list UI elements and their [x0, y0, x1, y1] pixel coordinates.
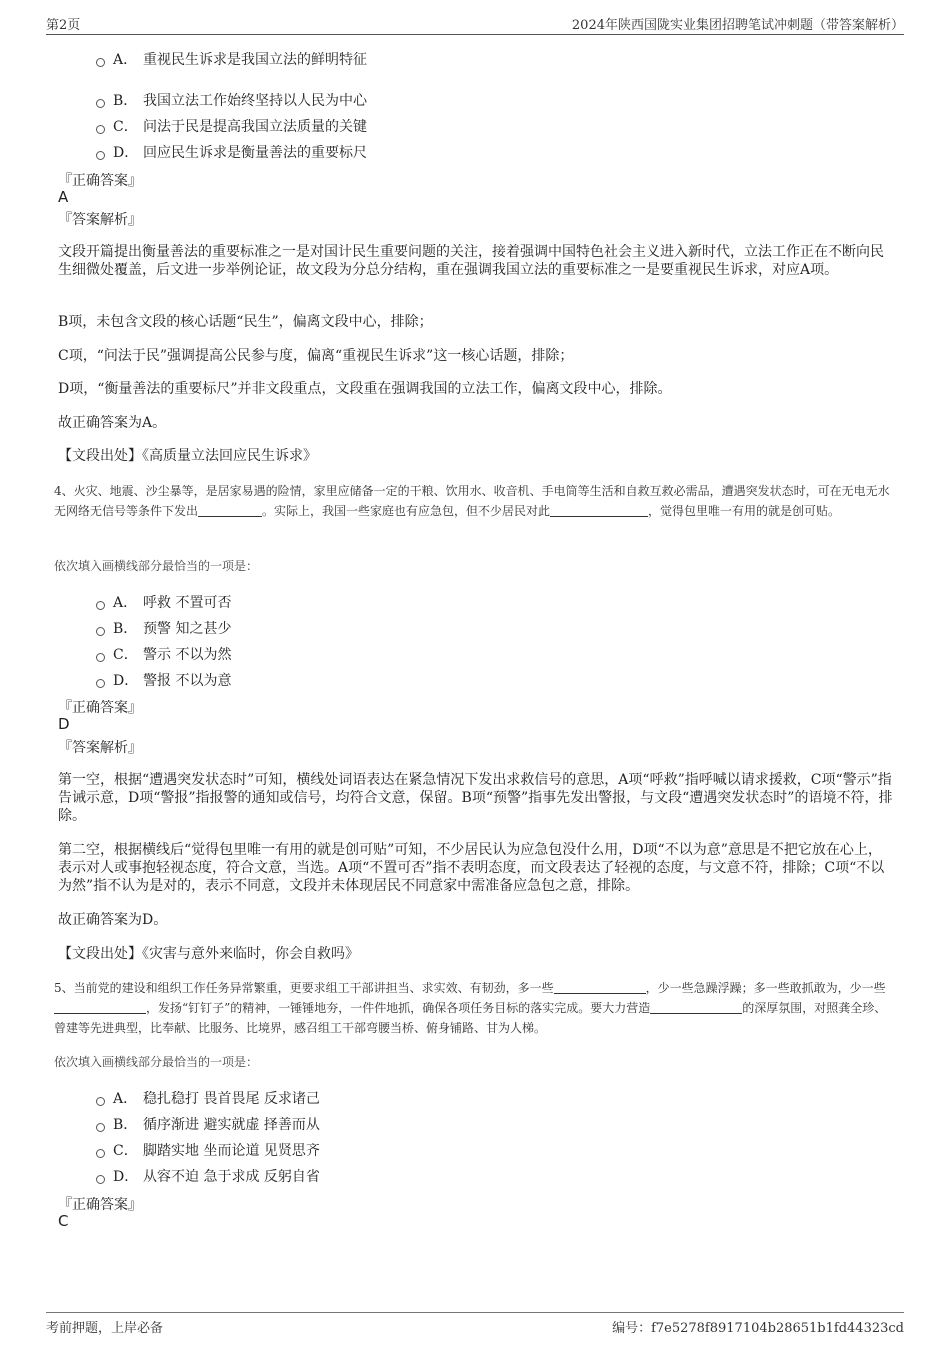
fill-blank — [198, 504, 262, 517]
q3-analysis-paragraph: 文段开篇提出衡量善法的重要标准之一是对国计民生重要问题的关注，接着强调中国特色社会主义进入新时代，立法工作正在不断向民生细微处覆盖，后文进一步举例论证，故文段为分总分结构，重在强调我国立法的重要标准之一是要重视民生诉求，对应A项。 — [58, 244, 884, 278]
q4-option-a[interactable]: A． 呼救 不置可否 — [96, 592, 231, 612]
q5-option-d[interactable]: D． 从容不迫 急于求成 反躬自省 — [96, 1166, 320, 1186]
radio-icon[interactable] — [96, 1175, 105, 1184]
q4-answer-label: 『正确答案』 — [58, 700, 142, 716]
q5-stem: 5、当前党的建设和组织工作任务异常繁重，更要求组工干部讲担当、求实效、有韧劲，多一些 ，少一些急躁浮躁；多一些敢抓敢为，少一些，发扬“钉钉子”的精神，一锤锤地夯，一件件地抓，确保各项任务目标的落实完成。要大力营造 的深厚氛围，对照龚全珍、曾建等先进典型，比奉献、比服务、比境界，感召组工干部弯腰当桥、俯身铺路、甘为人梯。 — [54, 981, 887, 1035]
q3-analysis-label: 『答案解析』 — [58, 212, 142, 228]
fill-blank — [650, 1001, 742, 1014]
radio-icon[interactable] — [96, 151, 105, 160]
fill-blank — [554, 981, 646, 994]
q4-option-c[interactable]: C． 警示 不以为然 — [96, 644, 231, 664]
q4-analysis-paragraph: 第二空，根据横线后“觉得包里唯一有用的就是创可贴”可知，不少居民认为应急包没什么用，D项“不以为意”意思是不把它放在心上，表示对人或事抱轻视态度，符合文意，当选。A项“不置可否”指不表明态度，而文段表达了轻视的态度，与文意不符，排除；C项“不以为然”指不认为是对的，表示不同意，文段并未体现居民不同意家中需准备应急包之意，排除。 — [58, 842, 885, 894]
q3-answer: A — [58, 188, 69, 206]
q3-answer-label: 『正确答案』 — [58, 173, 142, 189]
q4-instruction: 依次填入画横线部分最恰当的一项是： — [54, 559, 259, 573]
radio-icon[interactable] — [96, 601, 105, 610]
q5-option-a[interactable]: A． 稳扎稳打 畏首畏尾 反求诸己 — [96, 1088, 320, 1108]
q3-option-b[interactable]: B． 我国立法工作始终坚持以人民为中心 — [96, 90, 367, 110]
q5-answer: C — [58, 1212, 69, 1230]
page-footer — [46, 1312, 904, 1335]
q4-option-b[interactable]: B． 预警 知之甚少 — [96, 618, 231, 638]
footer-slogan: 考前押题，上岸必备 — [46, 1321, 164, 1336]
q3-option-a[interactable]: A． 重视民生诉求是我国立法的鲜明特征 — [96, 49, 367, 69]
page-number: 第2页 — [46, 18, 81, 33]
radio-icon[interactable] — [96, 99, 105, 108]
radio-icon[interactable] — [96, 627, 105, 636]
radio-icon[interactable] — [96, 679, 105, 688]
page-header — [46, 14, 904, 35]
fill-blank — [54, 1001, 146, 1014]
radio-icon[interactable] — [96, 653, 105, 662]
radio-icon[interactable] — [96, 1097, 105, 1106]
radio-icon[interactable] — [96, 1123, 105, 1132]
fill-blank — [550, 504, 648, 517]
q3-option-d[interactable]: D． 回应民生诉求是衡量善法的重要标尺 — [96, 142, 367, 162]
q5-instruction: 依次填入画横线部分最恰当的一项是： — [54, 1055, 259, 1069]
q3-option-c[interactable]: C． 问法于民是提高我国立法质量的关键 — [96, 116, 367, 136]
q3-analysis-paragraph: B项，未包含文段的核心话题“民生”，偏离文段中心，排除； — [58, 314, 433, 330]
q5-option-c[interactable]: C． 脚踏实地 坐而论道 见贤思齐 — [96, 1140, 320, 1160]
q5-answer-label: 『正确答案』 — [58, 1197, 142, 1213]
q4-stem: 4、火灾、地震、沙尘暴等，是居家易遇的险情，家里应储备一定的干粮、饮用水、收音机、手电筒等生活和自救互救必需品，遭遇突发状态时，可在无电无水无网络无信号等条件下发出 。实际上，我国一些家庭也有应急包，但不少居民对此 ，觉得包里唯一有用的就是创可贴。 — [54, 484, 890, 518]
q5-option-b[interactable]: B． 循序渐进 避实就虚 择善而从 — [96, 1114, 320, 1134]
q4-analysis-paragraph: 第一空，根据“遭遇突发状态时”可知，横线处词语表达在紧急情况下发出求救信号的意思，A项“呼救”指呼喊以请求援救，C项“警示”指告诫示意，D项“警报”指报警的通知或信号，均符合文意，保留。B项“预警”指事先发出警报，与文段“遭遇突发状态时”的语境不符，排除。 — [58, 772, 893, 824]
document-title: 2024年陕西国陇实业集团招聘笔试冲刺题（带答案解析） — [571, 18, 904, 33]
radio-icon[interactable] — [96, 58, 105, 67]
radio-icon[interactable] — [96, 1149, 105, 1158]
q4-analysis-conclusion: 故正确答案为D。 — [58, 912, 168, 928]
q3-analysis-conclusion: 故正确答案为A。 — [58, 415, 167, 431]
q4-source: 【文段出处】《灾害与意外来临时，你会自救吗》 — [58, 946, 359, 962]
q3-analysis-paragraph: C项，“问法于民”强调提高公民参与度，偏离“重视民生诉求”这一核心话题，排除； — [58, 348, 574, 364]
document-id: 编号：f7e5278f8917104b28651b1fd44323cd — [612, 1321, 904, 1336]
q4-option-d[interactable]: D． 警报 不以为意 — [96, 670, 231, 690]
q3-source: 【文段出处】《高质量立法回应民生诉求》 — [58, 448, 317, 464]
q4-answer: D — [58, 715, 70, 733]
q4-analysis-label: 『答案解析』 — [58, 740, 142, 756]
q3-analysis-paragraph: D项，“衡量善法的重要标尺”并非文段重点，文段重在强调我国的立法工作，偏离文段中心，排除。 — [58, 381, 672, 397]
radio-icon[interactable] — [96, 125, 105, 134]
